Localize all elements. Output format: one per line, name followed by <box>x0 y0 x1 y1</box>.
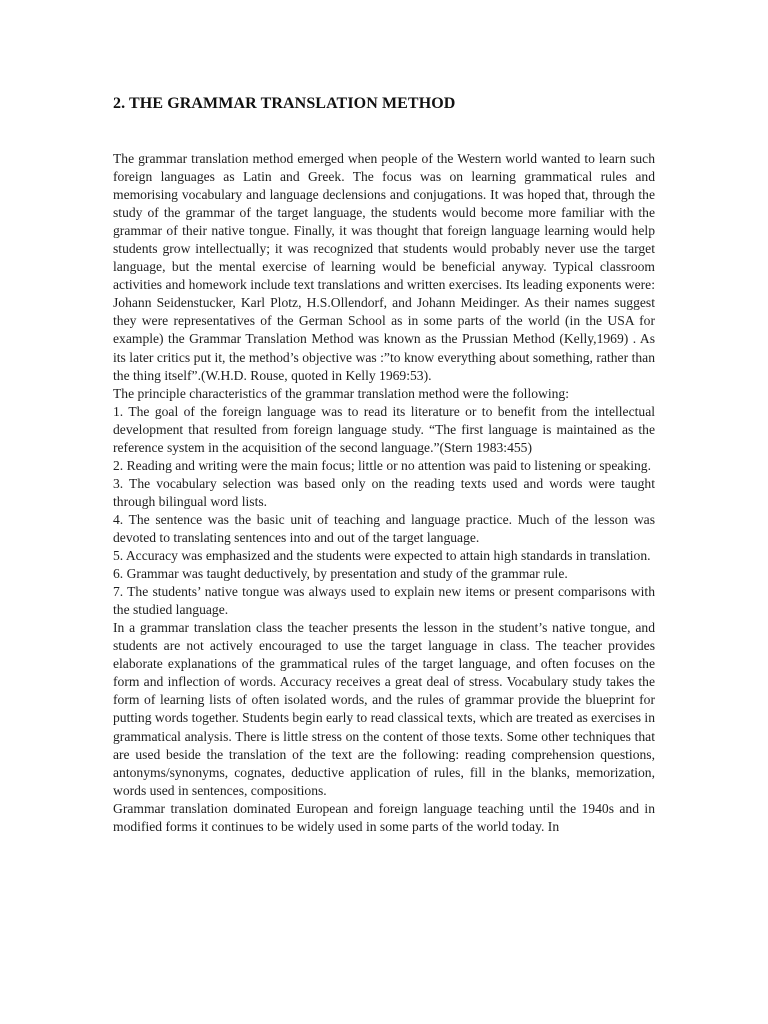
paragraph-characteristics-intro: The principle characteristics of the grammar translation method were the following: <box>113 385 569 401</box>
list-item-6: 6. Grammar was taught deductively, by presentation and study of the grammar rule. <box>113 566 568 582</box>
paragraph-intro: The grammar translation method emerged when people of the Western world wanted to learn such foreign languages as Latin and Greek. The focus was on learning grammatical rules and memorising vocabulary and language declensions and conjugations. It was hoped that, through the study of the grammar of the target language, the students would become more familiar with the grammar of their native tongue. Finally, it was thought that foreign language learning would help students grow intellectually; it was recognized that students would probably never use the target language, but the mental exercise of learning would be beneficial anyway. Typical classroom activities and homework include text translations and written exercises. Its leading exponents were: Johann Seidenstucker, Karl Plotz, H.S.Ollendorf, and Johann Meidinger. As their names suggest they were representatives of the German School as in some parts of the world (in the USA for example) the Grammar Translation Method was known as the Prussian Method (Kelly,1969) . As its later critics put it, the method’s objective was :”to know everything about something, rather than the thing itself”.(W.H.D. Rouse, quoted in Kelly 1969:53). <box>113 151 655 383</box>
paragraph-classroom: In a grammar translation class the teacher presents the lesson in the student’s native tongue, and students are not actively encouraged to use the target language in class. The teacher provides elaborate explanations of the grammatical rules of the target language, and often focuses on the form and inflection of words. Accuracy receives a great deal of stress. Vocabulary study takes the form of learning lists of often isolated words, and the rules of grammar provide the blueprint for putting words together. Students begin early to read classical texts, which are treated as exercises in grammatical analysis. There is little stress on the content of those texts. Some other techniques that are used beside the translation of the text are the following: reading comprehension questions, antonyms/synonyms, cognates, deductive application of rules, fill in the blanks, memorization, words used in sentences, compositions. <box>113 620 655 798</box>
list-item-4: 4. The sentence was the basic unit of teaching and language practice. Much of the lesson was devoted to translating sentences into and out of the target language. <box>113 511 655 545</box>
list-item-5: 5. Accuracy was emphasized and the students were expected to attain high standards in translation. <box>113 548 651 564</box>
paragraph-dominance: Grammar translation dominated European and foreign language teaching until the 1940s and in modified forms it continues to be widely used in some parts of the world today. In <box>113 800 655 834</box>
list-item-1: 1. The goal of the foreign language was to read its literature or to benefit from the intellectual development that resulted from foreign language study. “The first language is maintained as the reference system in the acquisition of the second language.”(Stern 1983:455) <box>113 403 655 455</box>
document-body <box>113 150 655 836</box>
document-title: 2. THE GRAMMAR TRANSLATION METHOD <box>113 95 456 112</box>
list-item-7: 7. The students’ native tongue was always used to explain new items or present comparisons with the studied language. <box>113 584 655 618</box>
list-item-2: 2. Reading and writing were the main focus; little or no attention was paid to listening or speaking. <box>113 457 651 473</box>
list-item-3: 3. The vocabulary selection was based only on the reading texts used and words were taught through bilingual word lists. <box>113 475 655 509</box>
